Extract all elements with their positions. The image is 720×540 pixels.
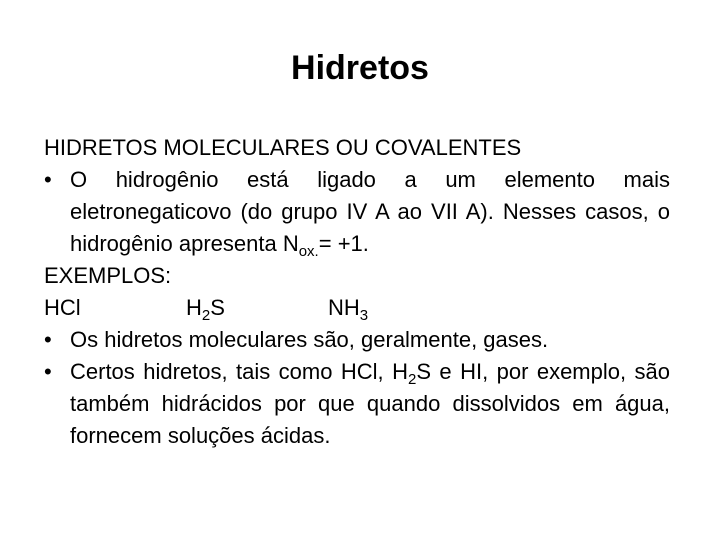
formula-tail: S xyxy=(210,295,225,320)
subscript: 2 xyxy=(407,371,417,388)
formula-h2s xyxy=(186,292,328,324)
bullet-text-pre: Certos hidretos, tais como HCl, H xyxy=(70,359,408,384)
bullet-text: Os hidretos moleculares são, geralmente, gases. xyxy=(70,327,549,352)
formula-base: HCl xyxy=(44,295,81,320)
slide-title: Hidretos xyxy=(291,49,429,87)
bullet-icon: • xyxy=(44,327,52,352)
formula-base: NH xyxy=(328,295,360,320)
formula-hcl xyxy=(44,292,186,324)
examples-label: EXEMPLOS: xyxy=(44,263,172,288)
bullet-icon: • xyxy=(44,167,52,192)
formula-list xyxy=(44,292,670,324)
section-heading: HIDRETOS MOLECULARES OU COVALENTES xyxy=(44,135,522,160)
slide-body xyxy=(44,132,670,452)
subscript: 2 xyxy=(201,307,211,324)
bullet-icon: • xyxy=(44,359,52,384)
bullet-text xyxy=(70,356,670,452)
formula-base: H xyxy=(186,295,202,320)
formula-nh3 xyxy=(328,292,368,324)
bullet-text-tail: = +1. xyxy=(318,231,369,256)
bullet-text-main: O hidrogênio está ligado a um elemento mais eletronegaticovo (do grupo IV A ao VII A). Nesses casos, o hidrogênio apresenta N xyxy=(70,167,670,256)
subscript: ox. xyxy=(298,243,319,260)
bullet-text xyxy=(70,164,670,260)
bullet-text-post: S e HI, por exemplo, são também hidrácidos por que quando dissolvidos em água, fornecem soluções ácidas. xyxy=(70,359,670,448)
bullet-item-gases xyxy=(44,324,670,356)
bullet-item-oxidation xyxy=(44,164,670,260)
bullet-item-hydracids xyxy=(44,356,670,452)
subscript: 3 xyxy=(359,307,369,324)
